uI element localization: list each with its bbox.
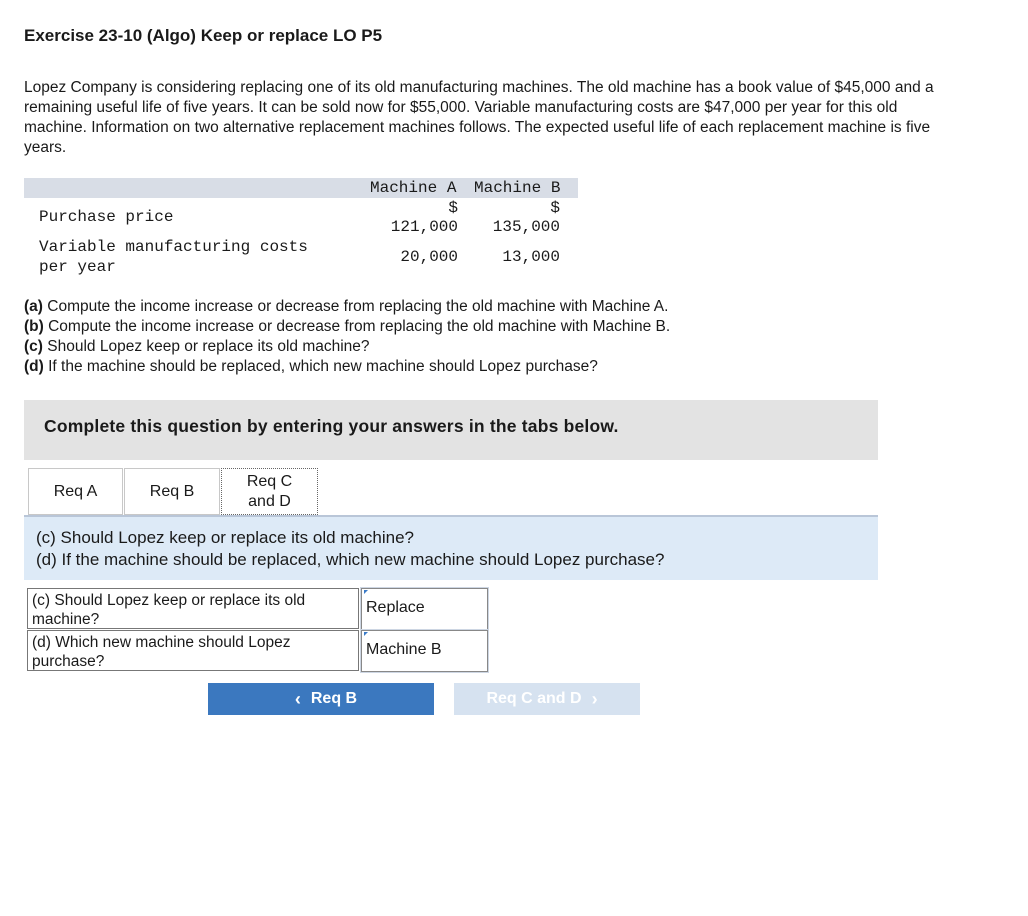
select-value: Replace [366,599,425,616]
instruction-banner [24,400,878,460]
machine-data-table [24,178,578,278]
currency-symbol: $ [448,199,458,217]
exercise-title: Exercise 23-10 (Algo) Keep or replace LO P5 [24,26,383,45]
answer-label-keep-or-replace: (c) Should Lopez keep or replace its old machine? [27,588,359,629]
row-label: Purchase price [39,208,174,226]
chevron-right-icon: › [591,688,598,709]
column-header-machine-b: Machine B [474,179,561,197]
keep-or-replace-select[interactable] [361,588,488,630]
row-label: per year [39,258,116,276]
cell-machine-a: 121,000 [390,218,458,236]
chevron-left-icon: ‹ [294,688,301,709]
instruction-text: Complete this question by entering your answers in the tabs below. [44,416,619,436]
prompt-line: (d) If the machine should be replaced, which new machine should Lopez purchase? [36,550,665,569]
column-header-machine-a: Machine A [370,179,457,197]
cell-machine-a: 20,000 [400,248,458,266]
cell-machine-b: 13,000 [502,248,560,266]
answer-label-which-machine: (d) Which new machine should Lopez purchase? [27,630,359,671]
tab-label: Req A [53,482,98,500]
requirement-prompt [24,517,878,580]
list-item: (c) Should Lopez keep or replace its old machine? [24,338,370,355]
table-header [24,178,578,198]
currency-symbol: $ [550,199,560,217]
previous-req-b-button[interactable] [208,683,434,715]
next-req-c-and-d-button[interactable] [454,683,640,715]
table-row [24,238,578,278]
button-label: Req C and D [486,690,582,707]
which-machine-select[interactable] [361,630,488,672]
button-label: Req B [310,690,358,707]
exercise-intro: Lopez Company is considering replacing one of its old manufacturing machines. The old machine has a book value of $45,000 and a remaining useful life of five years. It can be sold now for $55,000. Variable manufacturing costs are $47,000 per year for this old machine. Information on two alternative replacement machines follows. The expected useful life of each replacement machine is five years. [24,79,934,156]
prompt-line: (c) Should Lopez keep or replace its old machine? [36,528,414,547]
cell-machine-b: 135,000 [492,218,560,236]
tab-req-a[interactable] [28,468,123,515]
list-item: (d) If the machine should be replaced, which new machine should Lopez purchase? [24,358,598,375]
tab-label: Req B [149,482,195,500]
requirements-list [24,297,670,377]
row-label: Variable manufacturing costs [39,238,308,256]
select-value: Machine B [366,641,442,658]
list-item: (b) Compute the income increase or decrease from replacing the old machine with Machine B. [24,318,671,335]
tab-label: Req C [246,472,293,490]
tab-label: and D [248,492,291,510]
list-item: (a) Compute the income increase or decrease from replacing the old machine with Machine A. [24,298,669,315]
tab-req-b[interactable] [124,468,220,515]
tab-req-c-and-d[interactable] [221,468,318,515]
table-row [24,198,578,238]
